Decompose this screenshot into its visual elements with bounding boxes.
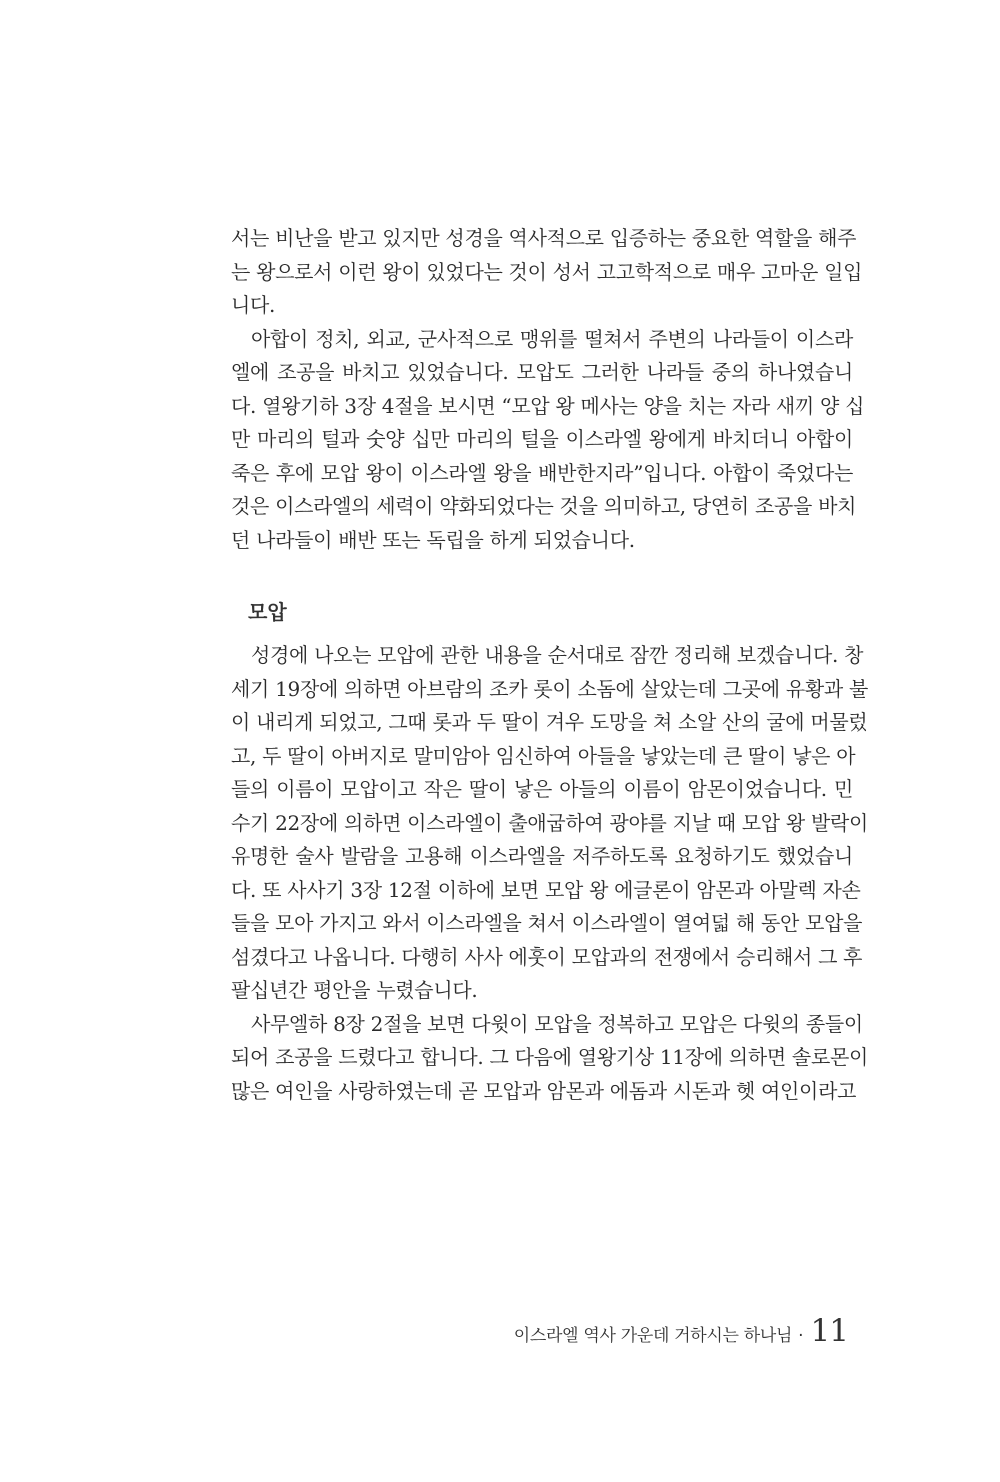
text-line: 세기 19장에 의하면 아브람의 조카 롯이 소돔에 살았는데 그곳에 유황과 불 <box>231 676 869 701</box>
paragraph-david-solomon <box>231 1008 869 1109</box>
text-line: 다. 또 사사기 3장 12절 이하에 보면 모압 왕 에글론이 암몬과 아말렉 자손 <box>231 877 861 902</box>
text-line: 많은 여인을 사랑하였는데 곧 모압과 암몬과 에돔과 시돈과 헷 여인이라고 <box>231 1078 857 1103</box>
footer-separator: · <box>798 1326 804 1346</box>
text-line: 던 나라들이 배반 또는 독립을 하게 되었습니다. <box>231 527 635 552</box>
paragraph-ahab <box>231 323 865 558</box>
text-line: 만 마리의 털과 숫양 십만 마리의 털을 이스라엘 왕에게 바치더니 아합이 <box>231 427 853 451</box>
text-line: 되어 조공을 드렸다고 합니다. 그 다음에 열왕기상 11장에 의하면 솔로몬이 <box>231 1045 869 1069</box>
section-heading: 모압 <box>248 600 287 624</box>
text-line: 섬겼다고 나옵니다. 다행히 사사 에훗이 모압과의 전쟁에서 승리해서 그 후 <box>231 944 863 969</box>
text-line: 유명한 술사 발람을 고용해 이스라엘을 저주하도록 요청하기도 했었습니 <box>231 844 853 868</box>
text-line: 이 내리게 되었고, 그때 롯과 두 딸이 겨우 도망을 쳐 소알 산의 굴에 머물렀 <box>231 710 868 734</box>
page-number: 11 <box>810 1313 848 1349</box>
text-line: 들의 이름이 모압이고 작은 딸이 낳은 아들의 이름이 암몬이었습니다. 민 <box>231 777 853 801</box>
paragraph-moab-history <box>231 639 869 1008</box>
text-line: 다. 열왕기하 3장 4절을 보시면 “모압 왕 메사는 양을 치는 자라 새끼 양 십 <box>231 393 865 418</box>
text-line: 아합이 정치, 외교, 군사적으로 맹위를 떨쳐서 주변의 나라들이 이스라 <box>251 326 853 351</box>
text-line: 서는 비난을 받고 있지만 성경을 역사적으로 입증하는 중요한 역할을 해주 <box>231 226 857 250</box>
paragraph-continuation <box>231 222 863 323</box>
running-title: 이스라엘 역사 가운데 거하시는 하나님 <box>513 1326 793 1346</box>
text-line: 는 왕으로서 이런 왕이 있었다는 것이 성서 고고학적으로 매우 고마운 일입 <box>231 259 863 284</box>
text-line: 엘에 조공을 바치고 있었습니다. 모압도 그러한 나라들 중의 하나였습니 <box>231 360 853 384</box>
page-footer <box>514 1313 848 1349</box>
text-line: 사무엘하 8장 2절을 보면 다윗이 모압을 정복하고 모압은 다윗의 종들이 <box>251 1011 863 1036</box>
text-line: 것은 이스라엘의 세력이 약화되었다는 것을 의미하고, 당연히 조공을 바치 <box>231 494 857 518</box>
text-line: 죽은 후에 모압 왕이 이스라엘 왕을 배반한지라”입니다. 아합이 죽었다는 <box>231 460 853 485</box>
text-line: 들을 모아 가지고 와서 이스라엘을 쳐서 이스라엘이 열여덟 해 동안 모압을 <box>231 911 863 935</box>
page-body <box>231 222 869 1108</box>
text-line: 고, 두 딸이 아버지로 말미암아 임신하여 아들을 낳았는데 큰 딸이 낳은 아 <box>231 743 856 768</box>
text-line: 니다. <box>231 293 276 317</box>
text-line: 성경에 나오는 모압에 관한 내용을 순서대로 잠깐 정리해 보겠습니다. 창 <box>251 643 864 667</box>
text-line: 수기 22장에 의하면 이스라엘이 출애굽하여 광야를 지날 때 모압 왕 발락이 <box>231 810 869 835</box>
text-line: 팔십년간 평안을 누렸습니다. <box>231 978 478 1002</box>
